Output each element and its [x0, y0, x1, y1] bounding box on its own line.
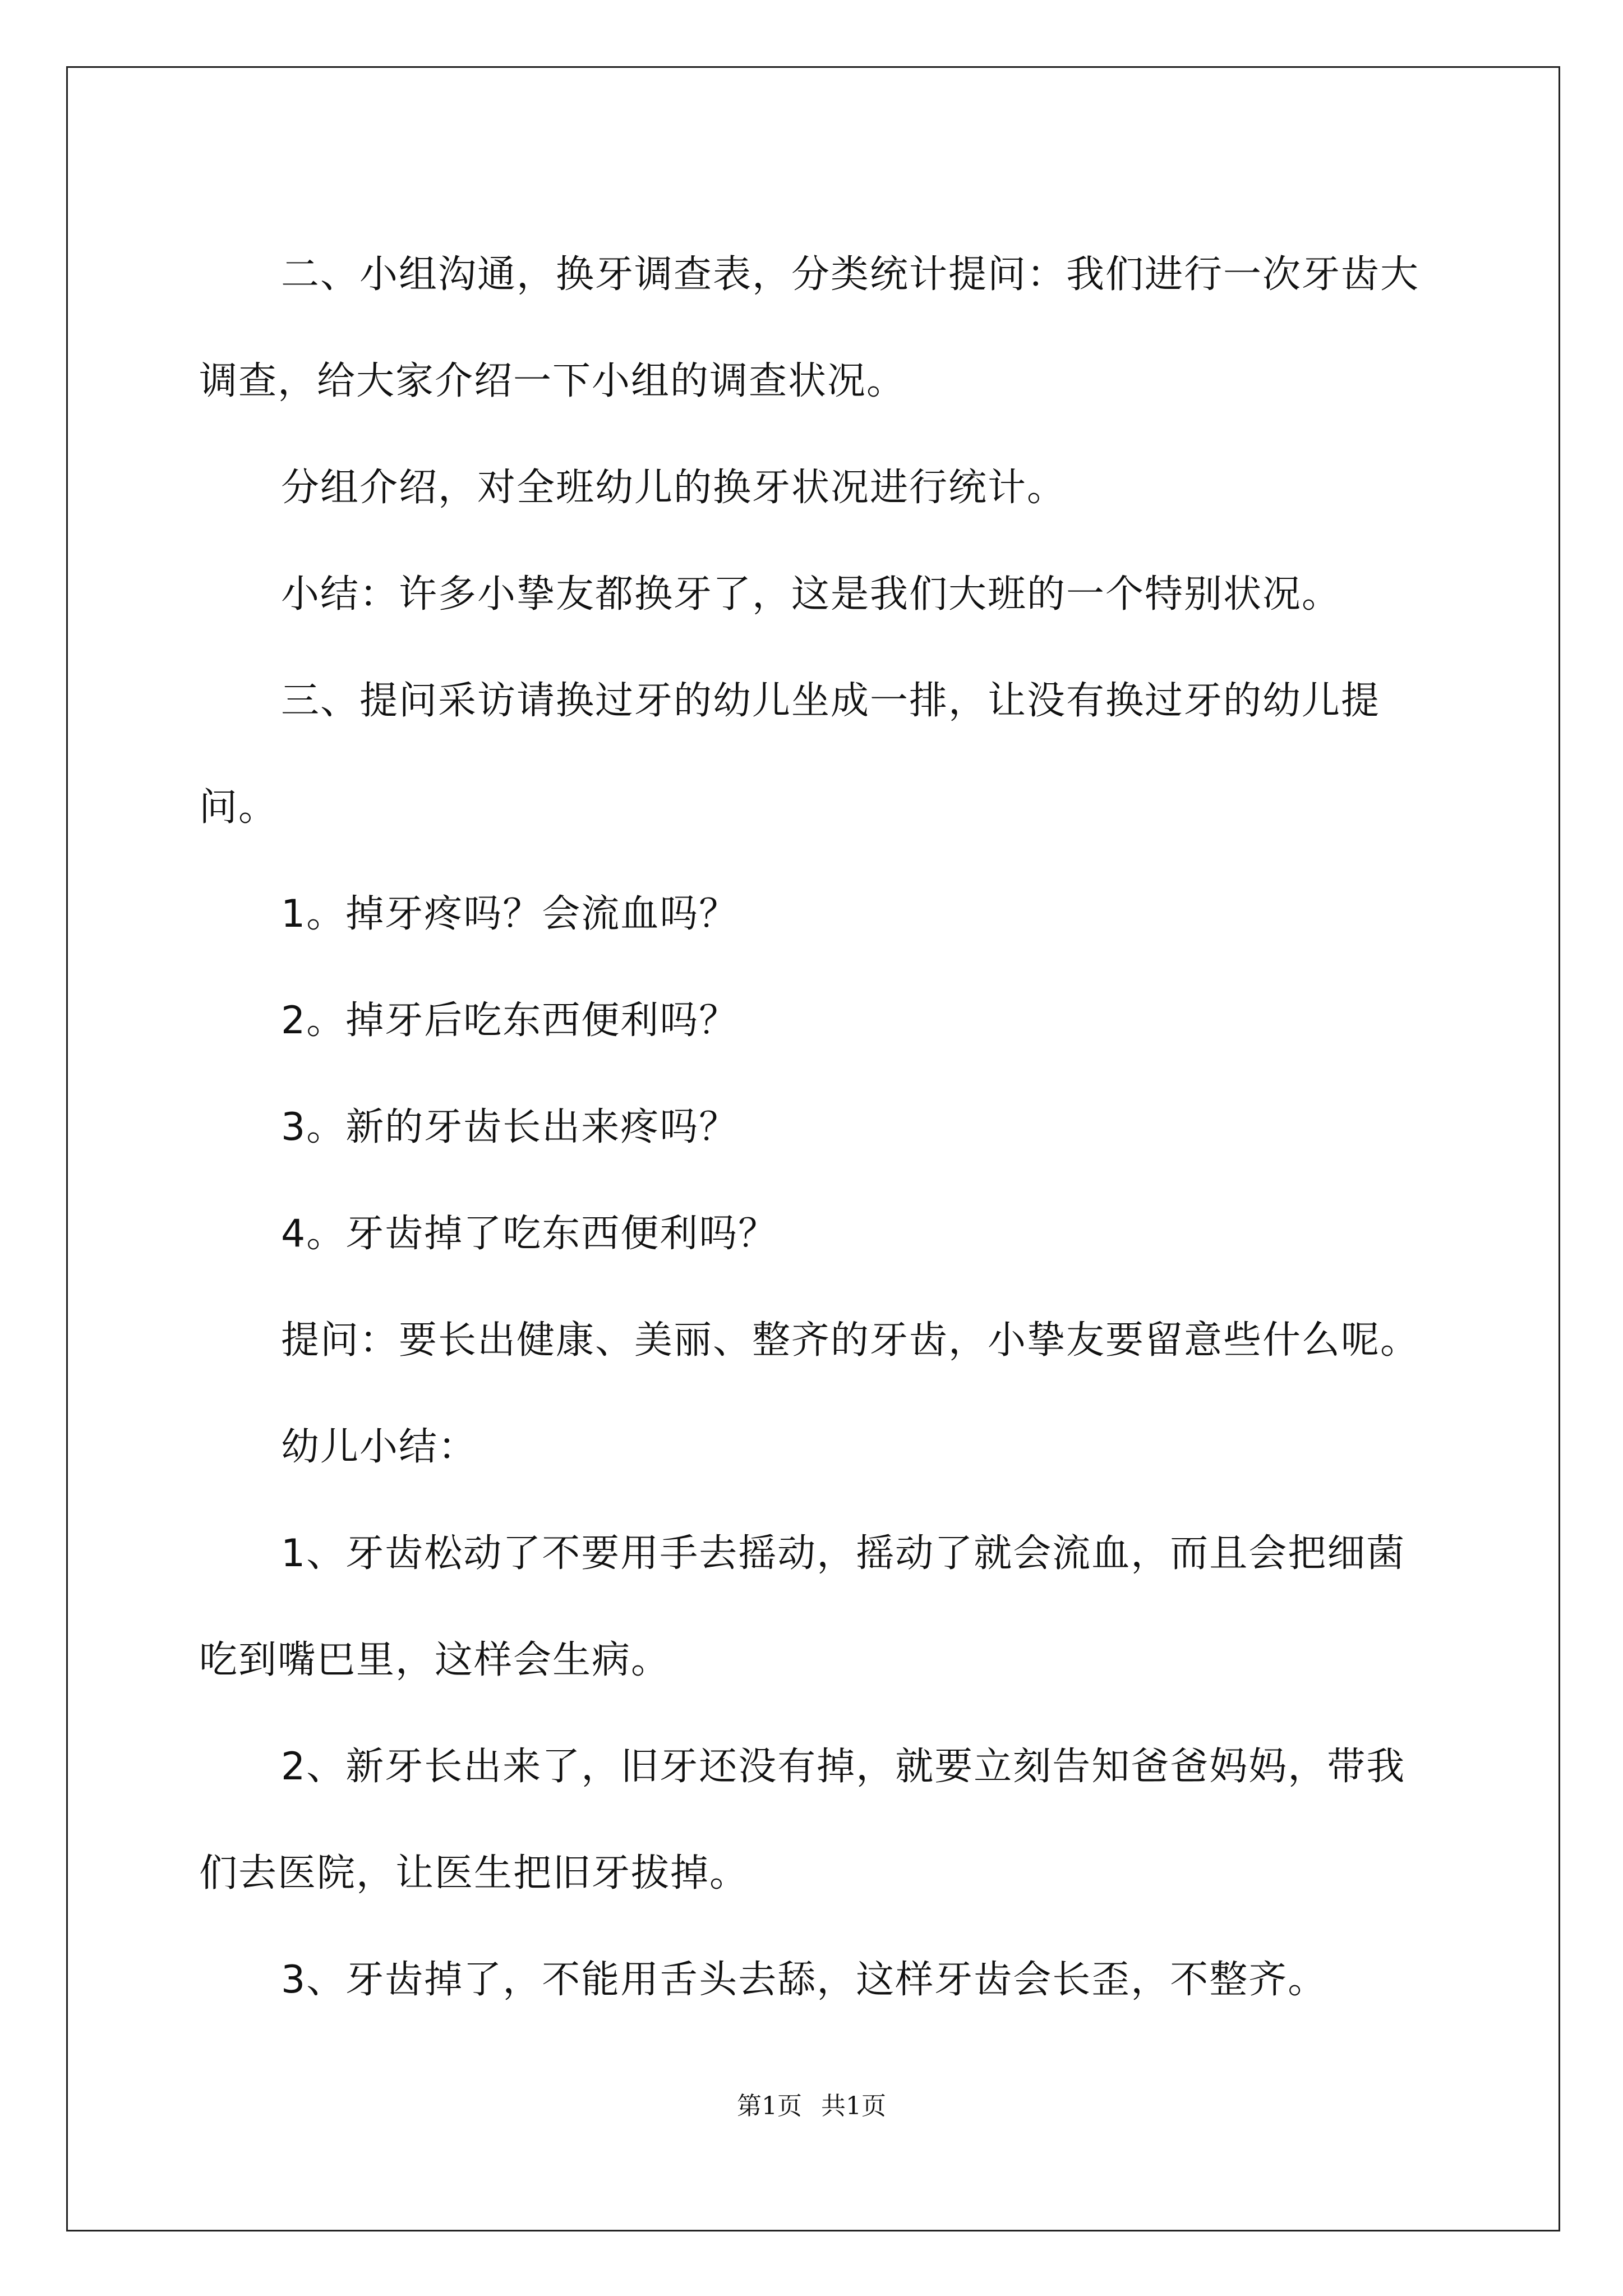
page-total: 共1页 [821, 2092, 886, 2120]
page-footer [0, 2086, 1623, 2122]
paragraph: 3。新的牙齿长出来疼吗？ [281, 1105, 739, 1149]
paragraph: 1、牙齿松动了不要用手去摇动，摇动了就会流血，而且会把细菌吃到嘴巴里，这样会生病。 [199, 1531, 1406, 1682]
document-body [199, 222, 1438, 2033]
page-number: 第1页 [737, 2092, 802, 2120]
paragraph: 三、提问采访请换过牙的幼儿坐成一排，让没有换过牙的幼儿提问。 [199, 679, 1381, 830]
paragraph: 3、牙齿掉了，不能用舌头去舔，这样牙齿会长歪，不整齐。 [281, 1958, 1327, 2002]
paragraph: 二、小组沟通，换牙调查表，分类统计提问：我们进行一次牙齿大调查，给大家介绍一下小组的调查状况。 [199, 252, 1420, 403]
paragraph: 提问：要长出健康、美丽、整齐的牙齿，小挚友要留意些什么呢。 [281, 1318, 1420, 1363]
paragraph: 4。牙齿掉了吃东西便利吗？ [281, 1212, 778, 1256]
paragraph: 分组介绍，对全班幼儿的换牙状况进行统计。 [281, 466, 1067, 510]
paragraph: 幼儿小结： [281, 1425, 478, 1469]
paragraph: 2、新牙长出来了，旧牙还没有掉，就要立刻告知爸爸妈妈，带我们去医院，让医生把旧牙拔掉。 [199, 1745, 1406, 1895]
paragraph: 1。掉牙疼吗？会流血吗？ [281, 892, 739, 936]
paragraph: 小结：许多小挚友都换牙了，这是我们大班的一个特别状况。 [281, 572, 1341, 616]
paragraph: 2。掉牙后吃东西便利吗？ [281, 999, 739, 1043]
